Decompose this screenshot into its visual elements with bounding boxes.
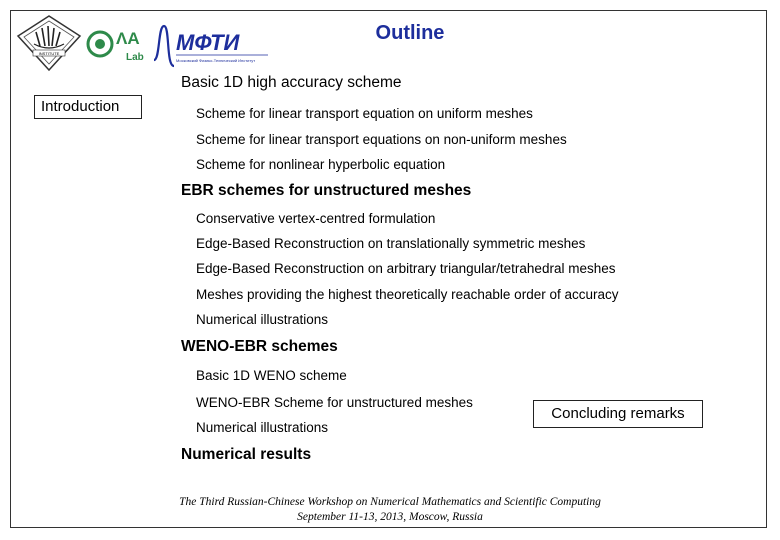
section-heading: Numerical results	[181, 446, 312, 463]
list-item: Numerical illustrations	[196, 312, 329, 327]
list-item: Scheme for linear transport equation on uniform meshes	[196, 106, 533, 121]
list-item: Meshes providing the highest theoretically reachable order of accuracy	[196, 287, 619, 302]
list-item: Basic 1D WENO scheme	[196, 368, 347, 383]
list-item: Numerical illustrations	[196, 420, 329, 435]
list-item: Conservative vertex-centred formulation	[196, 211, 436, 226]
section-heading: Basic 1D high accuracy scheme	[181, 74, 402, 91]
footer-line-1: The Third Russian-Chinese Workshop on Numerical Mathematics and Scientific Computing	[179, 496, 601, 508]
list-item: WENO-EBR Scheme for unstructured meshes	[196, 395, 473, 410]
footer-line-2: September 11-13, 2013, Moscow, Russia	[297, 511, 483, 523]
mipt-logo-text: МФТИ	[176, 30, 240, 55]
section-heading: EBR schemes for unstructured meshes	[181, 182, 472, 199]
institute-logo	[16, 14, 82, 72]
list-item: Edge-Based Reconstruction on arbitrary triangular/tetrahedral meshes	[196, 261, 616, 276]
list-item: Scheme for nonlinear hyperbolic equation	[196, 157, 446, 172]
introduction-box[interactable]: Introduction	[34, 95, 142, 119]
slide-title: Outline	[375, 22, 445, 44]
mipt-logo	[150, 20, 272, 72]
list-item: Edge-Based Reconstruction on translationally symmetric meshes	[196, 236, 586, 251]
institute-logo-caption: INSTITUTE	[38, 51, 60, 56]
footer	[130, 495, 650, 525]
list-item: Scheme for linear transport equations on non-uniform meshes	[196, 132, 567, 147]
concluding-remarks-box[interactable]: Concluding remarks	[533, 400, 703, 428]
section-heading: WENO-EBR schemes	[181, 338, 338, 355]
mipt-logo-subtitle: Московский Физико-Технический Институт	[176, 58, 256, 63]
svg-text:ΛA: ΛA	[116, 29, 140, 48]
svg-text:Lab: Lab	[126, 52, 144, 63]
lab-logo	[86, 22, 152, 66]
